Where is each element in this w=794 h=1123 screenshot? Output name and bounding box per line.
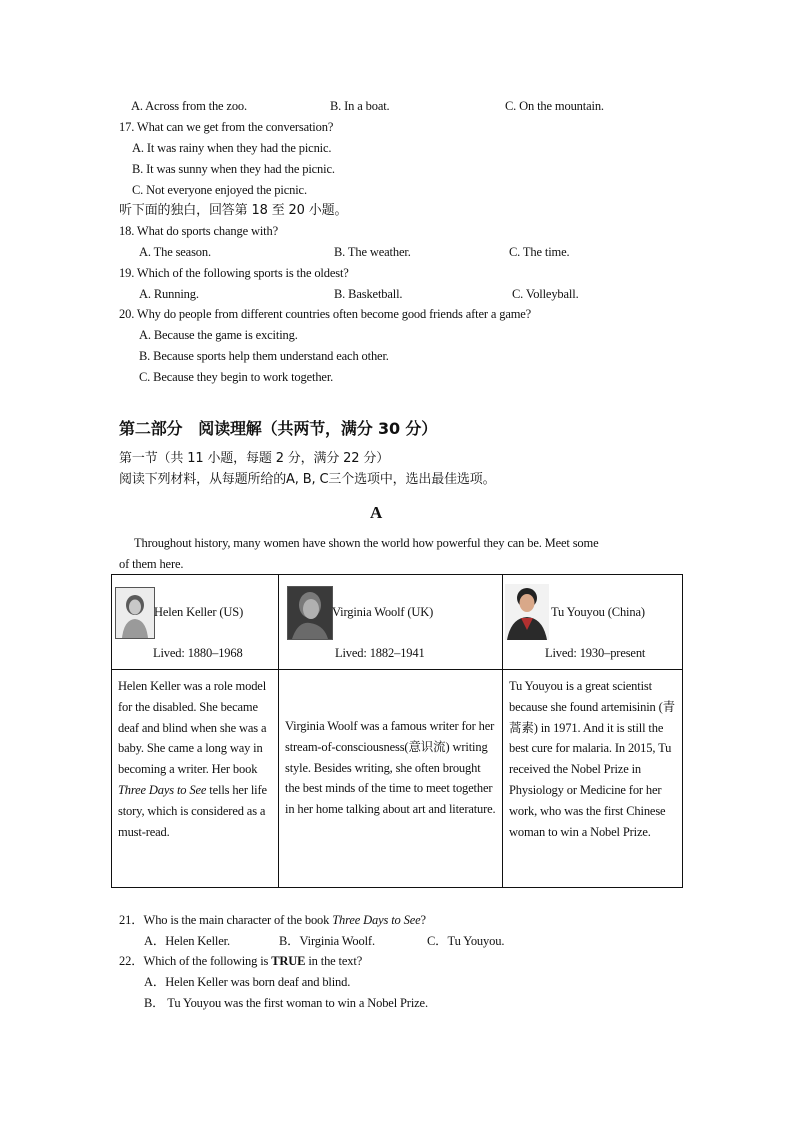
option-text: It was sunny when they had the picnic.: [146, 162, 335, 176]
table-header-row: [112, 575, 683, 670]
tu-lived: Lived: 1930–present: [545, 646, 646, 660]
keller-description: [112, 670, 278, 848]
option-text: Across from the zoo.: [145, 99, 247, 113]
intro-line-1: Throughout history, many women have shown the world how powerful they can be. Meet some: [134, 536, 599, 550]
q22-option-a: A．Helen Keller was born deaf and blind.: [144, 975, 351, 989]
option-letter: B.: [139, 349, 151, 363]
tu-portrait-image: [505, 584, 549, 640]
q16-option-c: [505, 98, 604, 114]
keller-desc-cell: [112, 670, 279, 888]
q22-question: [119, 953, 362, 969]
option-text: The season.: [153, 245, 211, 259]
woolf-lived: Lived: 1882–1941: [335, 646, 425, 660]
keller-lived: Lived: 1880–1968: [153, 646, 243, 660]
section1-instruction: 阅读下列材料，从每题所给的A, B, C三个选项中，选出最佳选项。: [119, 472, 496, 487]
q17-option-b: [132, 161, 335, 177]
q21-post: ?: [420, 913, 426, 927]
q21-pre: 21．Who is the main character of the book: [119, 913, 333, 927]
keller-desc-part2: tells her life story, which is considered as a must-read.: [118, 782, 267, 839]
q19-option-c: [512, 286, 579, 302]
option-letter: B.: [334, 245, 346, 259]
q21-book-title: Three Days to See: [332, 913, 421, 927]
woolf-portrait: [287, 586, 333, 640]
passage-letter: A: [370, 503, 383, 522]
option-text: It was rainy when they had the picnic.: [146, 141, 332, 155]
q19-question: 19. Which of the following sports is the oldest?: [119, 266, 349, 280]
option-text: On the mountain.: [519, 99, 604, 113]
option-letter: A.: [131, 99, 143, 113]
women-table: [111, 574, 683, 888]
q22-post: in the text?: [305, 954, 363, 968]
tu-portrait: [505, 584, 549, 640]
intro-line-2: of them here.: [119, 557, 184, 571]
q21-option-c: C．Tu Youyou.: [427, 934, 505, 948]
option-letter: B.: [132, 162, 144, 176]
q22-option-b: B． Tu Youyou was the first woman to win a Nobel Prize.: [144, 996, 428, 1010]
option-text: Basketball.: [348, 287, 403, 301]
option-letter: B.: [330, 99, 342, 113]
q18-option-a: [139, 244, 211, 260]
q17-option-c: [132, 182, 307, 198]
keller-name: Helen Keller (US): [154, 605, 244, 619]
option-text: The time.: [522, 245, 570, 259]
q21-option-a: A．Helen Keller.: [144, 934, 230, 948]
tu-header-cell: [503, 575, 683, 670]
q16-option-a: [131, 98, 247, 114]
woolf-description: Virginia Woolf was a famous writer for her stream-of-consciousness(意识流) writing style. Besides writing, she often brought the best minds of the time to meet together in her home talking about art and literature.: [285, 719, 496, 817]
q22-bold-word: TRUE: [271, 954, 306, 968]
woolf-name: Virginia Woolf (UK): [332, 605, 434, 619]
keller-portrait: [115, 587, 155, 639]
q22-pre: 22．Which of the following is: [119, 954, 272, 968]
option-text: Running.: [153, 287, 199, 301]
keller-book-title: Three Days to See: [118, 782, 207, 797]
monologue-instruction: 听下面的独白，回答第 18 至 20 小题。: [119, 203, 348, 218]
q21-option-b: B．Virginia Woolf.: [279, 934, 375, 948]
option-letter: B.: [334, 287, 346, 301]
woolf-header-cell: [279, 575, 503, 670]
option-letter: C.: [139, 370, 151, 384]
option-letter: A.: [139, 287, 151, 301]
option-text: Because they begin to work together.: [153, 370, 334, 384]
option-letter: A.: [132, 141, 144, 155]
q19-option-a: [139, 286, 199, 302]
option-letter: A.: [139, 328, 151, 342]
section1-heading: 第一节（共 11 小题，每题 2 分，满分 22 分）: [119, 451, 390, 466]
option-text: Because sports help them understand each other.: [153, 349, 389, 363]
q20-question: 20. Why do people from different countries often become good friends after a game?: [119, 307, 532, 321]
q20-option-c: [139, 369, 333, 385]
q16-option-b: [330, 98, 390, 114]
option-text: Not everyone enjoyed the picnic.: [146, 183, 307, 197]
q18-option-c: [509, 244, 569, 260]
part2-heading: 第二部分 阅读理解（共两节，满分 30 分）: [119, 419, 438, 438]
q19-option-b: [334, 286, 402, 302]
table-body-row: [112, 670, 683, 888]
tu-desc-cell: [503, 670, 683, 888]
option-text: In a boat.: [344, 99, 390, 113]
option-text: Volleyball.: [525, 287, 579, 301]
q18-question: 18. What do sports change with?: [119, 224, 278, 238]
option-letter: A.: [139, 245, 151, 259]
option-text: Because the game is exciting.: [153, 328, 298, 342]
option-letter: C.: [132, 183, 144, 197]
woolf-portrait-image: [288, 587, 332, 639]
q17-option-a: [132, 140, 331, 156]
keller-header-cell: [112, 575, 279, 670]
q18-option-b: [334, 244, 411, 260]
tu-name: Tu Youyou (China): [551, 605, 645, 619]
q17-question: 17. What can we get from the conversation?: [119, 120, 334, 134]
woolf-desc-cell: [279, 670, 503, 888]
option-letter: C.: [509, 245, 521, 259]
option-text: The weather.: [347, 245, 411, 259]
tu-description: Tu Youyou is a great scientist because she found artemisinin (青蒿素) in 1971. And it is still the best cure for malaria. In 2015, Tu received the Nobel Prize in Physiology or Medicine for her work, who was the first Chinese woman to win a Nobel Prize.: [509, 679, 675, 839]
q21-question: [119, 912, 426, 928]
keller-desc-part1: Helen Keller was a role model for the disabled. She became deaf and blind when she was a baby. She came a long way in becoming a writer. Her book: [118, 679, 267, 777]
option-letter: C.: [512, 287, 524, 301]
keller-portrait-image: [116, 588, 154, 638]
q20-option-b: [139, 348, 389, 364]
option-letter: C.: [505, 99, 517, 113]
q20-option-a: [139, 327, 298, 343]
